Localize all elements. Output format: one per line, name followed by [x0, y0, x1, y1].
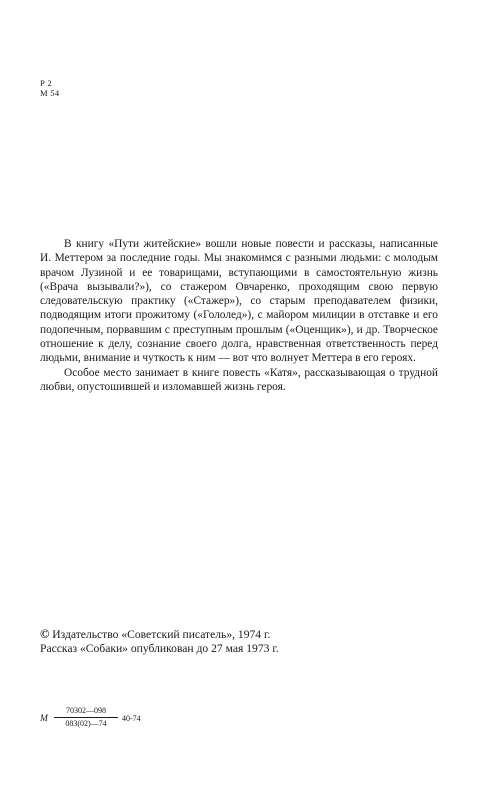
publisher-text: Издательство «Советский писатель», 1974 г.: [52, 628, 271, 641]
copyright-line: [40, 627, 279, 642]
classification-code: Р 2: [40, 78, 53, 88]
code-numerator: 70302—098: [54, 706, 118, 718]
annotation-paragraph: В книгу «Пути житейские» вошли новые повести и рассказы, написанные И. Меттером за последние годы. Мы знакомимся с разными людьми: с молодым врачом Лузиной и ее товарищами, вступающими в самостоятельную жизнь («Врача вызывали?»), со стажером Овчаренко, проходящим свою первую следовательскую практику («Стажер»), со старым преподавателем физики, подводящим итоги прожитому («Гололед»), с майором милиции в отставке и его подопечным, порвавшим с преступным прошлым («Оценщик»), и др. Творческое отношение к делу, сознание своего долга, нравственная ответственность перед людьми, внимание и чуткость к ним — вот что волнует Меттера в его героях.: [40, 238, 438, 365]
code-tail: 40-74: [122, 714, 141, 723]
author-mark: М 54: [40, 88, 60, 98]
code-fraction: [54, 706, 118, 729]
code-letter: М: [40, 714, 48, 724]
code-denominator: 083(02)—74: [65, 719, 107, 728]
classification-index: [40, 78, 59, 98]
story-publication-note: Рассказ «Собаки» опубликован до 27 мая 1973 г.: [40, 642, 279, 655]
copyright-icon: ©: [40, 627, 50, 641]
copyright-block: [40, 627, 279, 656]
annotation-paragraph: Особое место занимает в книге повесть «Катя», рассказывающая о трудной любви, опустошившей и изломавшей жизнь героя.: [40, 366, 438, 393]
book-annotation: [40, 237, 438, 394]
